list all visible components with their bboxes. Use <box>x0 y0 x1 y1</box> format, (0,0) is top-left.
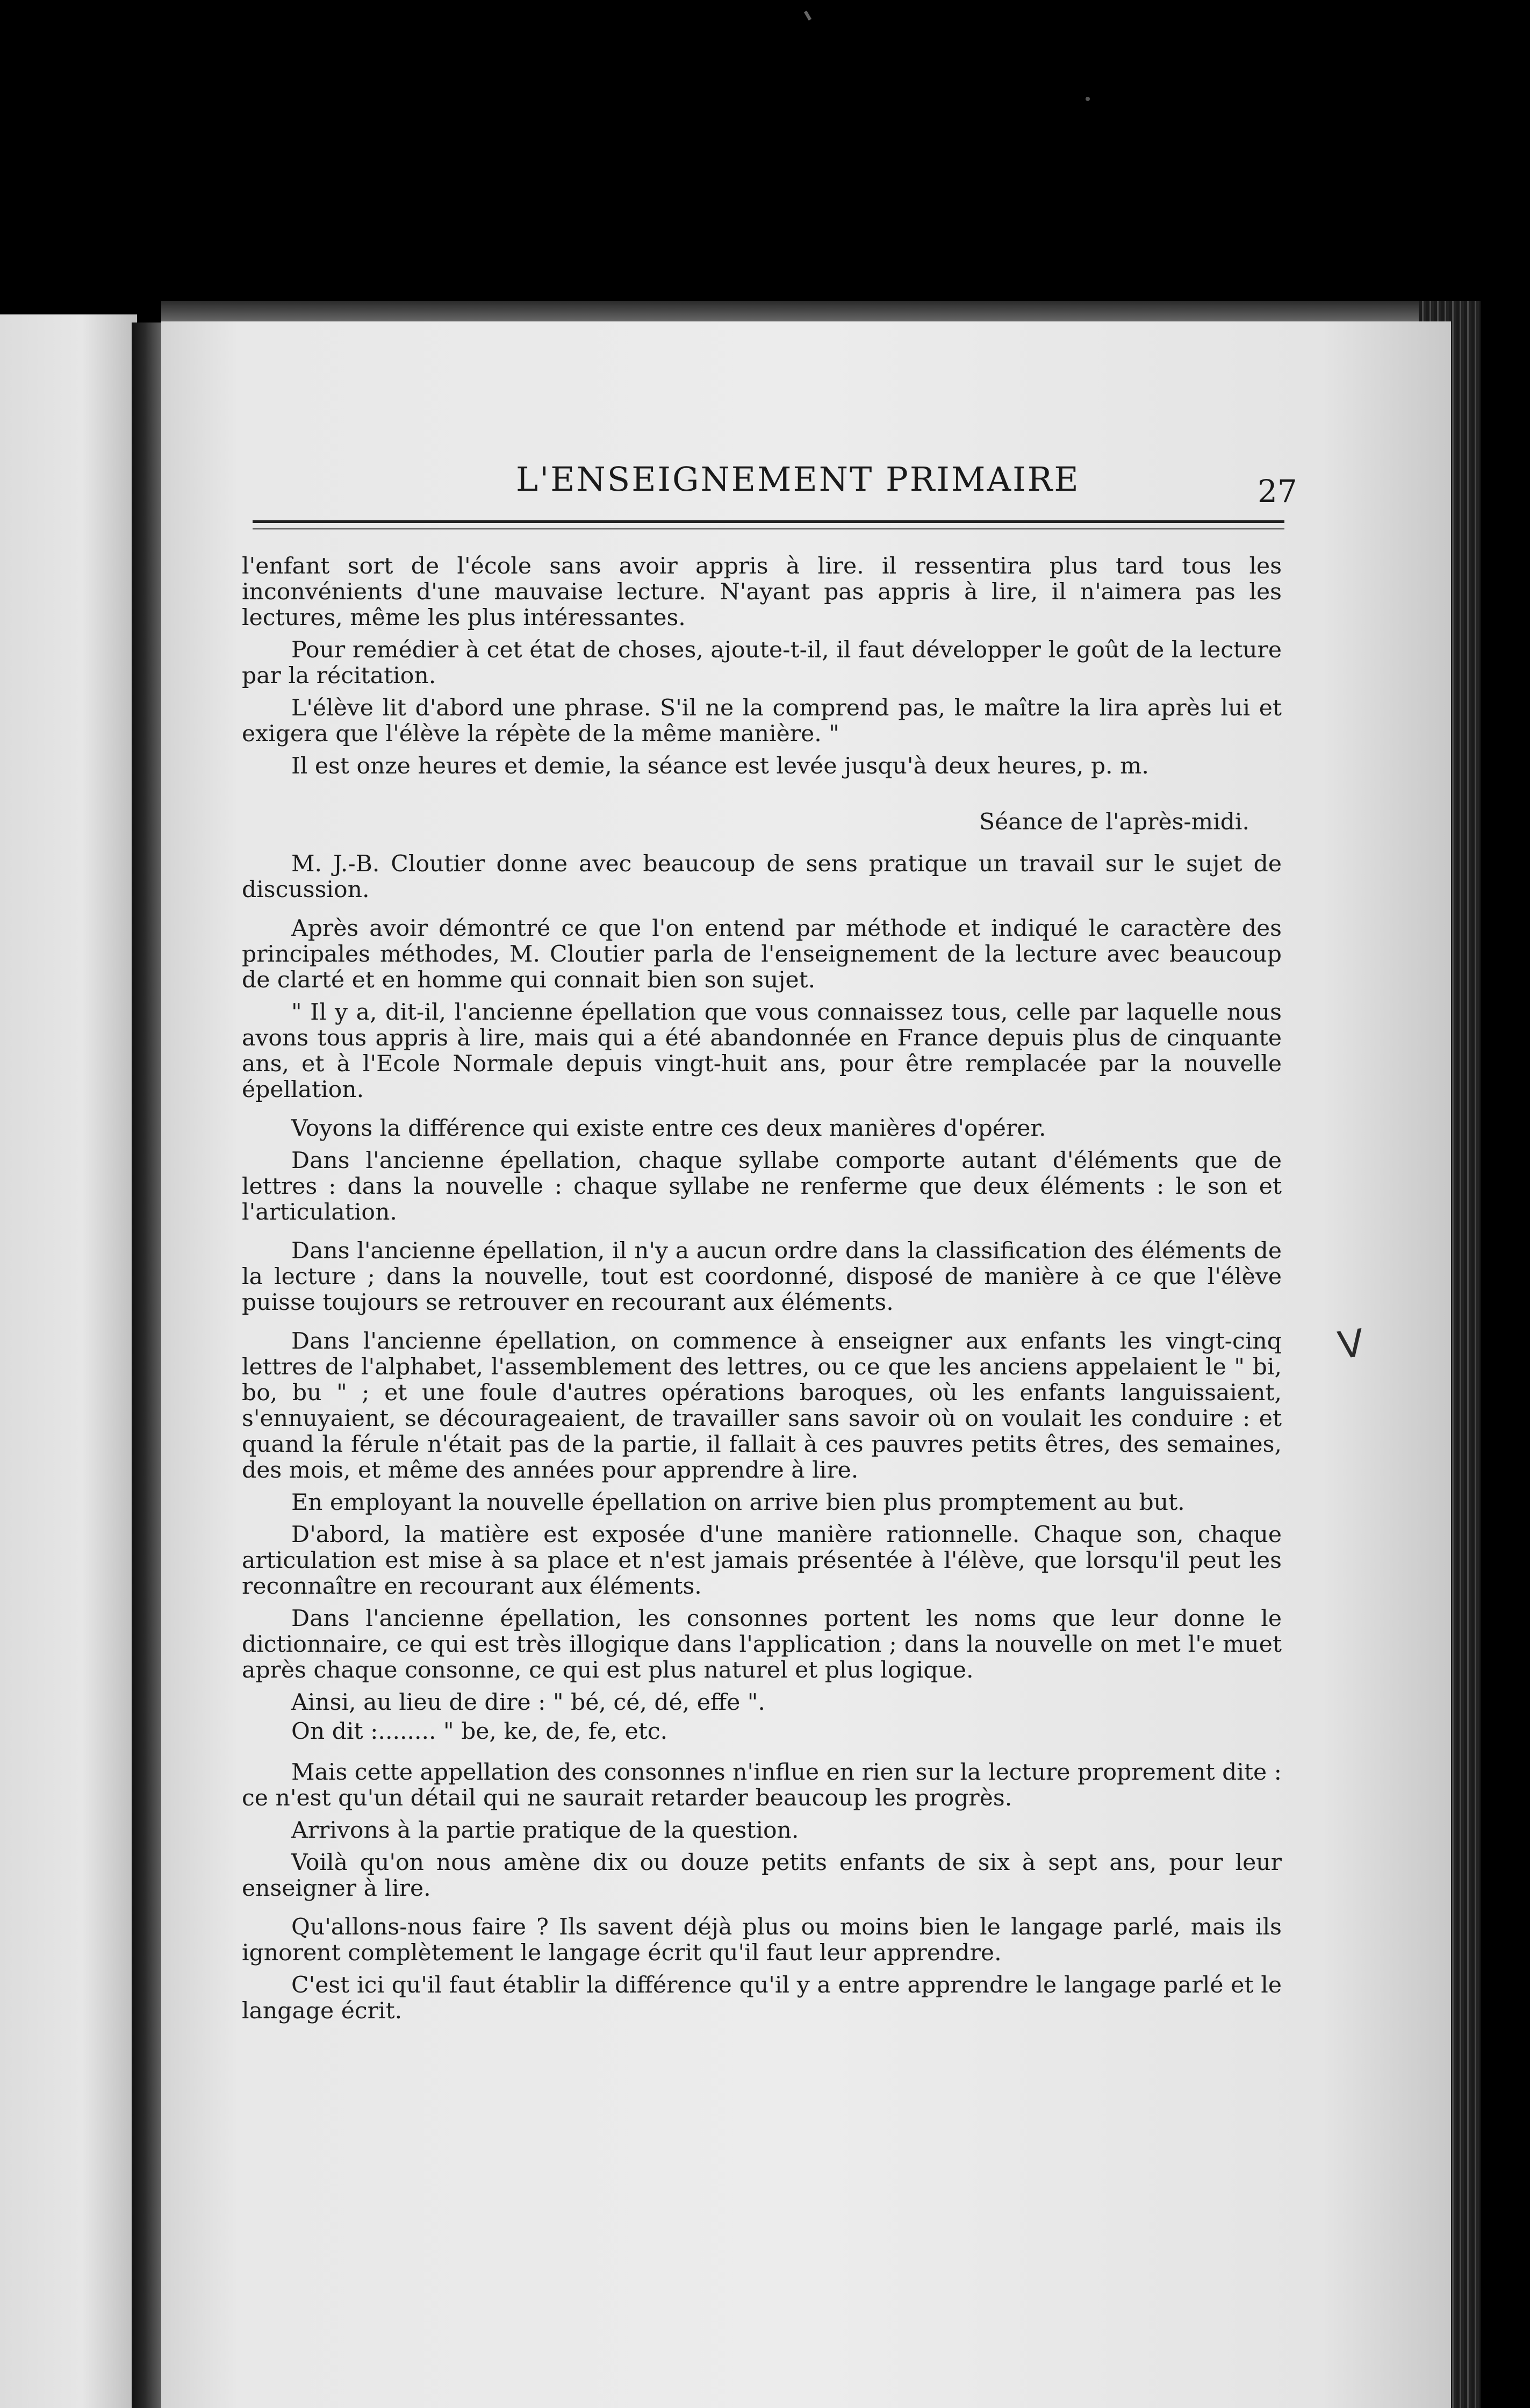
header-rule <box>253 520 1284 523</box>
paragraph: Ainsi, au lieu de dire : " bé, cé, dé, effe ". <box>291 1689 765 1716</box>
paragraph: Dans l'ancienne épellation, il n'y a aucun ordre dans la classification des éléments de la lecture ; dans la nouvelle, tout est coordonné, disposé de manière à ce que l'élève puisse toujours se retrouver en recourant aux éléments. <box>242 1238 1282 1316</box>
margin-check-mark: V <box>1335 1321 1367 1368</box>
header-rule-thin <box>253 528 1284 529</box>
paragraph: C'est ici qu'il faut établir la différence qu'il y a entre apprendre le langage parlé et le langage écrit. <box>242 1972 1282 2024</box>
paragraph: D'abord, la matière est exposée d'une manière rationnelle. Chaque son, chaque articulation est mise à sa place et n'est jamais présentée à l'élève, que lorsqu'il peut les reconnaître en recourant aux éléments. <box>242 1522 1282 1600</box>
paragraph: On dit :........ " be, ke, de, fe, etc. <box>291 1718 668 1745</box>
scan-speck <box>804 11 811 21</box>
scan-speck <box>1086 97 1090 101</box>
paragraph: Pour remédier à cet état de choses, ajoute-t-il, il faut développer le goût de la lecture par la récitation. <box>242 637 1282 689</box>
page-body <box>242 554 1282 2031</box>
page-top-edge <box>161 301 1472 322</box>
paragraph: L'élève lit d'abord une phrase. S'il ne la comprend pas, le maître la lira après lui et exigera que l'élève la répète de la même manière. " <box>242 695 1282 747</box>
paragraph: l'enfant sort de l'école sans avoir appris à lire. il ressentira plus tard tous les inconvénients d'une mauvaise lecture. N'ayant pas appris à lire, il n'aimera pas les lectures, même les plus intéressantes. <box>242 553 1282 631</box>
paragraph: Mais cette appellation des consonnes n'influe en rien sur la lecture proprement dite : ce n'est qu'un détail qui ne saurait retarder beaucoup les progrès. <box>242 1759 1282 1811</box>
paragraph: Dans l'ancienne épellation, on commence à enseigner aux enfants les vingt-cinq lettres de l'alphabet, l'assemblement des lettres, ou ce que les anciens appelaient le " bi, bo, bu " ; et une foule d'autres opérations baroques, où les enfants languissaient, s'ennuyaient, se décourageaient, de travailler sans savoir où on voulait les conduire : et quand la férule n'était pas de la partie, il fallait à ces pauvres petits êtres, des semaines, des mois, et même des années pour apprendre à lire. <box>242 1328 1282 1484</box>
paragraph: Il est onze heures et demie, la séance est levée jusqu'à deux heures, p. m. <box>291 753 1149 779</box>
paragraph: Voilà qu'on nous amène dix ou douze petits enfants de six à sept ans, pour leur enseigner à lire. <box>242 1850 1282 1902</box>
paragraph: Après avoir démontré ce que l'on entend par méthode et indiqué le caractère des principales méthodes, M. Cloutier parla de l'enseignement de la lecture avec beaucoup de clarté et en homme qui connait bien son sujet. <box>242 915 1282 993</box>
paragraph: Arrivons à la partie pratique de la question. <box>291 1817 799 1844</box>
paragraph: En employant la nouvelle épellation on arrive bien plus promptement au but. <box>291 1489 1185 1516</box>
paragraph: Dans l'ancienne épellation, chaque syllabe comporte autant d'éléments que de lettres : dans la nouvelle : chaque syllabe ne renferme que deux éléments : le son et l'articulation. <box>242 1148 1282 1226</box>
running-title: L'ENSEIGNEMENT PRIMAIRE <box>516 460 1080 499</box>
paragraph: Dans l'ancienne épellation, les consonnes portent les noms que leur donne le dictionnaire, ce qui est très illogique dans l'application ; dans la nouvelle on met l'e muet après chaque consonne, ce qui est plus naturel et plus logique. <box>242 1606 1282 1683</box>
paragraph: M. J.-B. Cloutier donne avec beaucoup de sens pratique un travail sur le sujet de discussion. <box>242 851 1282 903</box>
paragraph: " Il y a, dit-il, l'ancienne épellation que vous connaissez tous, celle par laquelle nous avons tous appris à lire, mais qui a été abandonnée en France depuis plus de cinquante ans, et à l'Ecole Normale depuis vingt-huit ans, pour être remplacée par la nouvelle épellation. <box>242 999 1282 1103</box>
book-gutter <box>132 322 164 2408</box>
previous-page-edge <box>0 314 137 2408</box>
section-heading: Séance de l'après-midi. <box>979 809 1249 835</box>
paragraph: Qu'allons-nous faire ? Ils savent déjà plus ou moins bien le langage parlé, mais ils ignorent complètement le langage écrit qu'il faut leur apprendre. <box>242 1914 1282 1966</box>
page-number: 27 <box>1258 473 1297 510</box>
paragraph: Voyons la différence qui existe entre ces deux manières d'opérer. <box>291 1115 1046 1142</box>
